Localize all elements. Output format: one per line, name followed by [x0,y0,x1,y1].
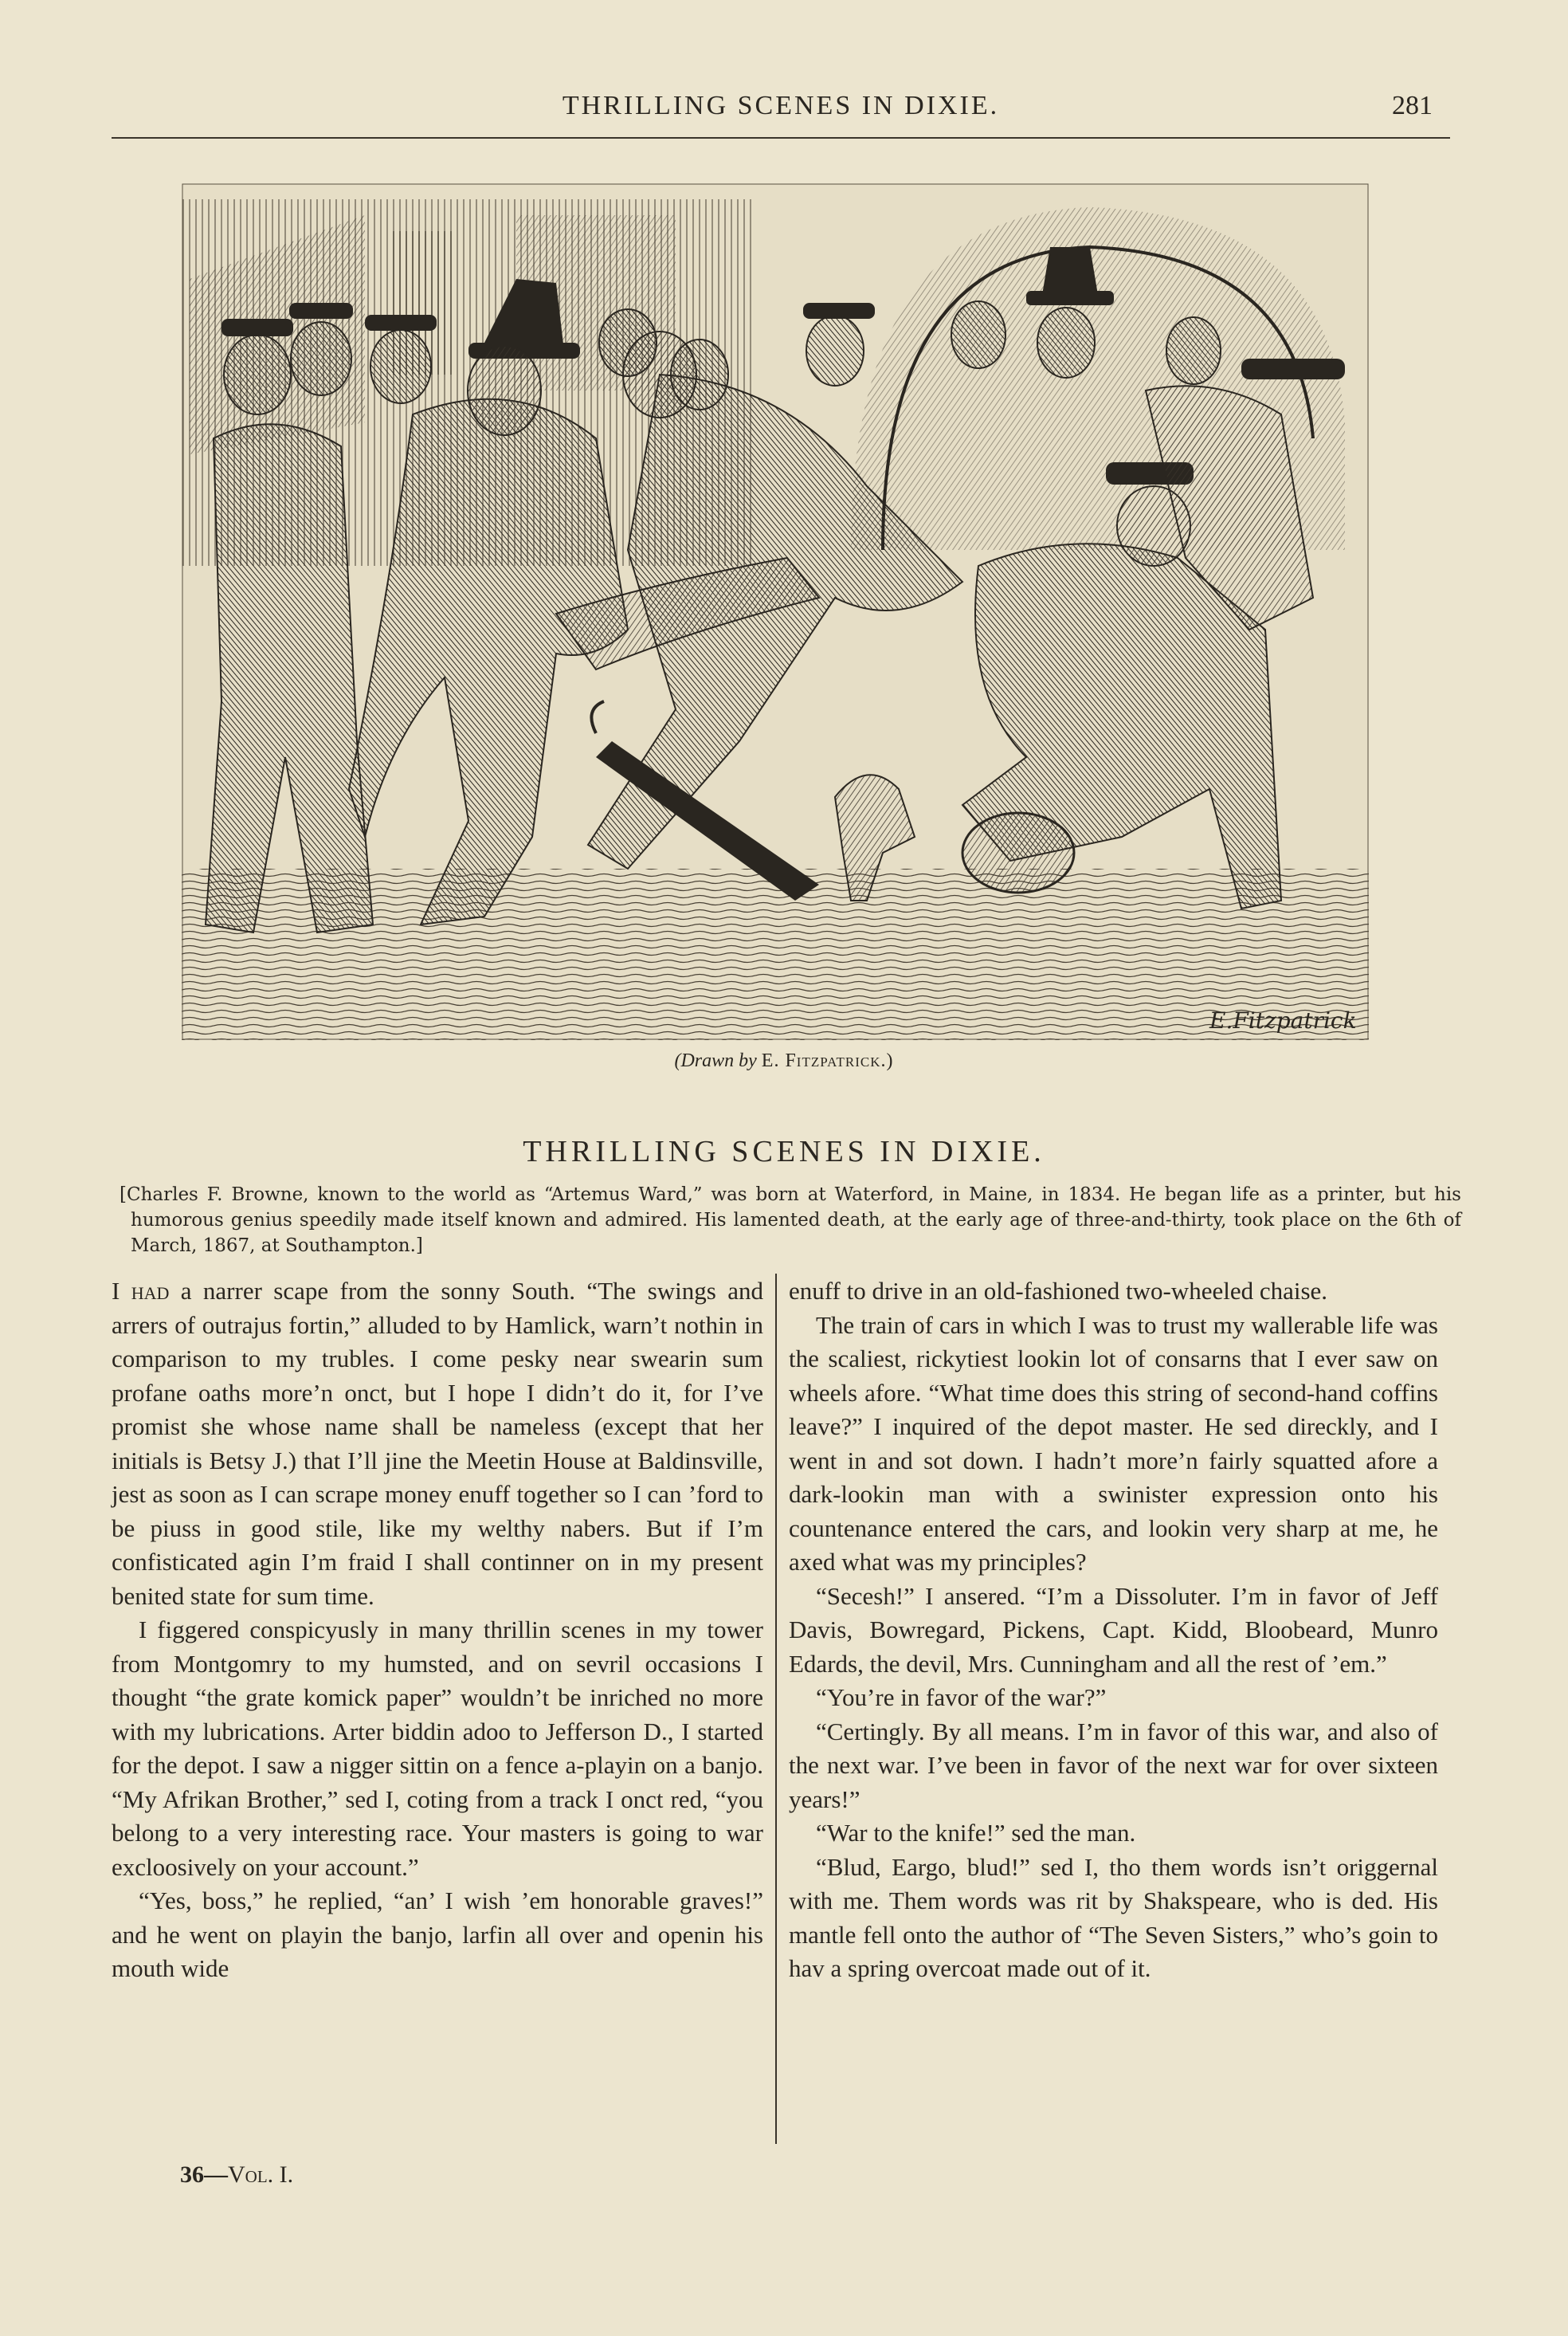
right-paragraph-4: “You’re in favor of the war?” [816,1683,1107,1711]
right-paragraph-3: “Secesh!” I ansered. “I’m a Dissoluter. I’m in favor of Jeff Davis, Bowregard, Pickens, Capt. Kidd, Bloobeard, Munro Edards, the devil, Mrs. Cunningham and all the rest of ’em.” [789,1581,1438,1678]
engraving-illustration [182,183,1369,1040]
running-head [112,86,1450,139]
caption-artist: E. Fitzpatrick.) [761,1050,894,1071]
signature-number: 36— [180,2161,228,2188]
right-paragraph-1: enuff to drive in an old-fashioned two-wheeled chaise. [789,1277,1328,1305]
illustration-caption [0,1050,1568,1072]
right-paragraph-6: “War to the knife!” sed the man. [816,1819,1136,1847]
printer-signature-mark [180,2161,293,2189]
signature-volume: Vol. I. [228,2161,294,2188]
left-column [112,1274,763,1986]
page-number: 281 [1392,91,1433,120]
engraving-scene [182,183,1369,1040]
left-paragraph-1 [112,1274,763,1613]
running-title: THRILLING SCENES IN DIXIE. [562,91,1000,120]
intro-note: [Charles F. Browne, known to the world as “Artemus Ward,” was born at Waterford, in Maine, in 1834. He began life as a printer, but his humorous genius speedily made itself known and admired. His lamented death, at the early age of three-and-thirty, took place on the 6th of March, 1867, at Southampton.] [120,1184,1461,1256]
article-title: THRILLING SCENES IN DIXIE. [523,1135,1045,1168]
left-paragraph-3: “Yes, boss,” he replied, “an’ I wish ’em honorable graves!” and he went on playin the banjo, larfin all over and openin his mouth wide [112,1886,763,1982]
right-paragraph-5: “Certingly. By all means. I’m in favor of this war, and also of the next war. I’ve been in favor of the next war for over sixteen years!” [789,1717,1438,1813]
left-paragraph-2: I figgered conspicyusly in many thrillin scenes in my tower from Montgomry to my humsted, and on sevril occasions I thought “the grate komick paper” wouldn’t be inriched no more with my lubrications. Arter biddin adoo to Jefferson D., I started for the depot. I saw a nigger sittin on a fence a-playin on a banjo. “My Afrikan Brother,” sed I, coting from a track I onct red, “you belong to a very interesting race. Your masters is going to war excloosively on your account.” [112,1616,763,1881]
caption-prefix: (Drawn by [674,1050,757,1071]
right-paragraph-7: “Blud, Eargo, blud!” sed I, tho them words isn’t origgernal with me. Them words was rit by Shakspeare, who is ded. His mantle fell onto the author of “The Seven Sisters,” who’s goin to hav a spring overcoat made out of it. [789,1852,1438,1982]
left-paragraph-1-text: a narrer scape from the sonny South. “The swings and arrers of outrajus fortin,” alluded to by Hamlick, warn’t nothin in comparison to my trubles. I come pesky near swearin sum profane oaths more’n onct, but I hope I didn’t do it, for I’ve promist she whose name shall be nameless (except that her initials is Betsy J.) that I’ll jine the Meetin House at Baldinsville, jest as soon as I can scrape money enuff together so I can ’ford to be piuss in good stile, like my welthy nabers. But if I’m confisticated agin I’m fraid I shall continner on in my present benited state for sum time. [112,1277,763,1610]
right-column [789,1274,1438,1986]
artist-signature: E.Fitzpatrick [1209,1007,1357,1034]
drop-cap-words: I had [112,1277,170,1305]
column-divider [775,1274,777,2144]
right-paragraph-2: The train of cars in which I was to trust my wallerable life was the scaliest, rickytiest lookin lot of consarns that I ever saw on wheels afore. “What time does this string of second-hand coffins leave?” I inquired of the depot master. He sed direckly, and I went in and sot down. I hadn’t more’n fairly squatted afore a dark-lookin man with a swinister expression onto his countenance entered the cars, and lookin very sharp at me, he axed what was my principles? [789,1310,1438,1576]
